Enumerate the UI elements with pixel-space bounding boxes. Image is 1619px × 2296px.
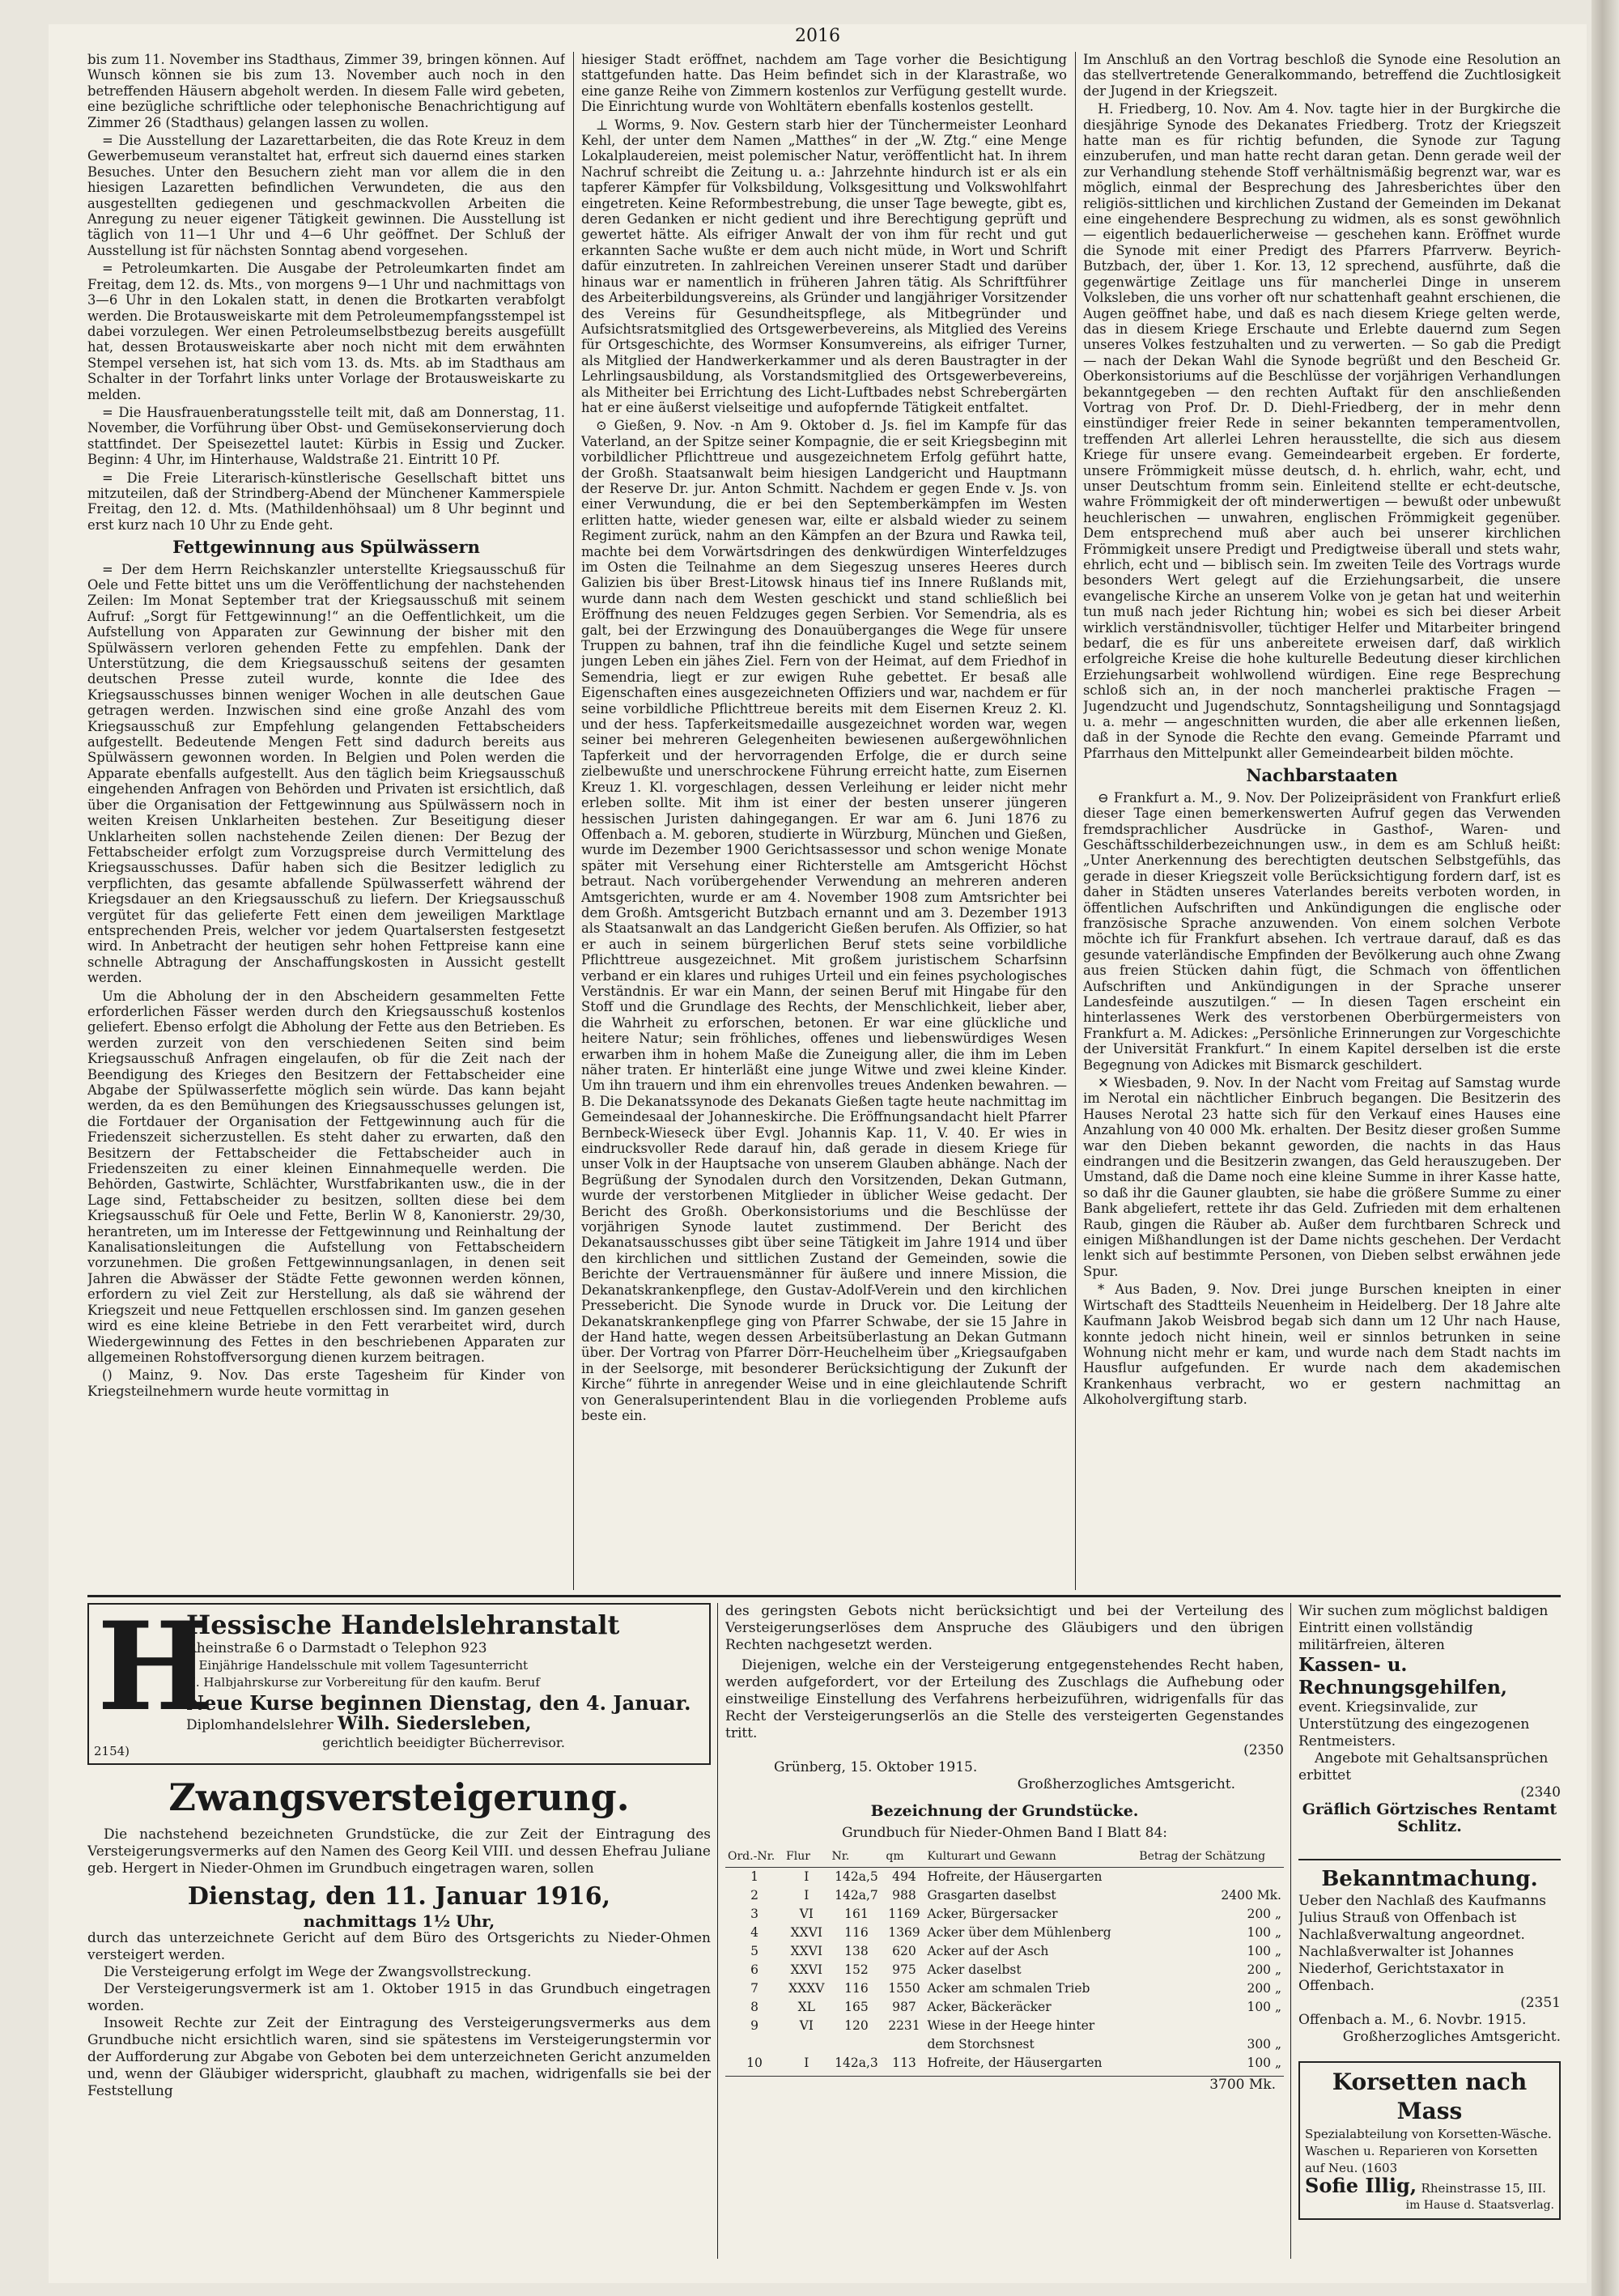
table-cell: 113 <box>892 2056 916 2070</box>
table-cell: I <box>804 1888 810 1903</box>
table-cell: 100 „ <box>1247 2000 1281 2014</box>
ads-column-divider <box>1290 1603 1291 2259</box>
table-cell: 200 „ <box>1247 1981 1281 1996</box>
table-row <box>725 1924 1284 1942</box>
column-2 <box>581 52 1067 1588</box>
page-number: 2016 <box>795 26 840 46</box>
section-heading-nachbarstaaten: Nachbarstaaten <box>1246 765 1398 786</box>
table-cell: Acker über dem Mühlenberg <box>927 1925 1111 1940</box>
table-cell: Wiese in der Heege hinter <box>927 2018 1095 2033</box>
ad-line1: I. Einjährige Handelsschule mit vollem Tagesunterricht <box>186 1658 529 1673</box>
table-cell: Hofreite, der Häusergarten <box>927 1869 1103 1884</box>
ad-zwang-table-title: Bezeichnung der Grundstücke. <box>870 1802 1139 1820</box>
table-cell: 494 <box>892 1869 916 1884</box>
ad-bekanntmachung <box>1298 1865 1561 2056</box>
table-row <box>725 1868 1284 1887</box>
ad-divider <box>1298 1859 1561 1860</box>
table-cell: 2231 <box>888 2018 920 2033</box>
table-cell: VI <box>799 2018 814 2033</box>
table-header: Flur <box>784 1847 829 1868</box>
table-cell: XXVI <box>790 1962 822 1977</box>
table-row <box>725 1961 1284 1979</box>
ads-divider <box>87 1595 1561 1597</box>
table-cell <box>830 2035 884 2054</box>
section-heading-fett: Fettgewinnung aus Spülwässern <box>172 537 480 558</box>
table-cell: Acker am schmalen Trieb <box>927 1981 1090 1996</box>
table-cell: 100 „ <box>1247 2056 1281 2070</box>
article-literarisch: = Die Freie Literarisch-künstlerische Gesellschaft bittet uns mitzuteilen, daß der Strindberg-Abend der Münchener Kammerspiele Freitag, den 12. d. Mts. (Mathildenhöhsaal) um 8 Uhr beginnt und erst kurz nach 10 Uhr zu Ende geht. <box>87 470 565 533</box>
table-cell: 2400 Mk. <box>1221 1888 1281 1903</box>
ad-school-name: Hessische Handelslehranstalt <box>186 1609 620 1640</box>
table-cell: 975 <box>892 1962 916 1977</box>
ad-korsett-name: Sofie Illig, <box>1305 2174 1417 2197</box>
ad-address: Rheinstraße 6 o Darmstadt o Telephon 923 <box>186 1640 487 1656</box>
article-giessen: ⊙ Gießen, 9. Nov. -n Am 9. Oktober d. Js. fiel im Kampfe für das Vaterland, an der Spitze seiner Kompagnie, die er seit Kriegsbeginn mit vorbildlicher Pflichttreue und ausgezeichnetem Erfolg geführt hatte, der Großh. Staatsanwalt beim hiesigen Landgericht und Hauptmann der Reserve Dr. jur. Anton Schmitt. Nachdem er gegen Ende v. Js. von einer Verwundung, die er bei den Septemberkämpfen im Westen erlitten hatte, wieder genesen war, eilte er alsbald wieder zu seinem Regiment zurück, nahm an den Kämpfen an der Bzura und Rawka teil, machte bei dem Vorwärtsdringen des denkwürdigen Winterfeldzuges im Osten die Teilnahme an dem Siegeszug unseres Heeres durch Galizien bis über Brest-Litowsk hinaus tief ins Innere Rußlands mit, wurde dann nach dem Westen geschickt und stand schließlich bei Eröffnung des neuen Feldzuges gegen Serbien. Vor Semendria, als es galt, bei der Erzwingung des Donauüberganges die Wege für unsere Truppen zu bahnen, traf ihn die feindliche Kugel und setzte seinem jungen Leben ein jähes Ziel. Fern von der Heimat, auf dem Friedhof in Semendria, liegt er zur ewigen Ruhe gebettet. Er besaß alle Eigenschaften eines ausgezeichneten Offiziers und war, nachdem er für seine vorbildliche Pflichttreue bereits mit dem Eisernen Kreuz 2. Kl. und der hess. Tapferkeitsmedaille ausgezeichnet worden war, wegen seiner bei mehreren Gelegenheiten bewiesenen außergewöhnlichen Tapferkeit und der hervorragenden Erfolge, die er durch seine zielbewußte und unerschrockene Führung erreicht hatte, zum Eisernen Kreuz 1. Kl. vorgeschlagen, dessen Verleihung er leider nicht mehr erleben sollte. Mit ihm ist einer der besten unserer jüngeren hessischen Juristen dahingegangen. Er war am 6. Juni 1876 zu Offenbach a. M. geboren, studierte in Würzburg, München und Gießen, wurde im Dezember 1900 Gerichtsassessor und schon wenige Monate später mit Versehung einer Richterstelle am Amtsgericht Höchst betraut. Nach vorübergehender Verwendung an mehreren anderen Amtsgerichten, wurde er am 4. November 1908 zum Amtsrichter bei dem Großh. Amtsgericht Butzbach ernannt und am 3. Dezember 1913 als Staatsanwalt an das Landgericht Gießen berufen. Als Offizier, so hat er auch in seinem bürgerlichen Beruf stets seine vorbildliche Pflichttreue ausgezeichnet. Mit großem juristischem Scharfsinn verband er ein klares und ruhiges Urteil und ein feines psychologisches Verständnis. Er war ein Mann, der seinen Beruf mit Hingabe für den Stoff und die Grundlage des Rechts, der Menschlichkeit, lieber aber, die Wahrheit zu erforschen, betonen. Er war eine glückliche und heitere Natur; sein fröhliches, offenes und liebenswürdiges Wesen erwarben ihm in hohem Maße die Zuneigung aller, die ihm im Leben näher traten. Er hinterläßt eine junge Witwe und zwei kleine Kinder. Um ihn trauern und ihm ein ehrenvolles treues Andenken bewahren. — B. Die Dekanatssynode des Dekanats Gießen tagte heute nachmittag im Gemeindesaal der Johanneskirche. Die Eröffnungsandacht hielt Pfarrer Bernbeck-Wieseck über Evgl. Johannis Kap. 11, V. 40. Er wies in eindrucksvoller Rede darauf hin, daß gerade in diesem Kriege für unser Volk in der Hauptsache von unserem Glauben abhänge. Nach der Begrüßung der Synodalen durch den Vorsitzenden, Dekan Gutmann, wurde der verstorbenen Mitglieder in üblicher Weise gedacht. Der Bericht des Großh. Oberkonsistoriums und die Beschlüsse der vorjährigen Synode lautet zustimmend. Der Bericht des Dekanatsausschusses gibt über seine Tätigkeit im Jahre 1914 und über den kirchlichen und sittlichen Zustand der Gemeinden, sowie die Berichte der Vertrauensmänner für äußere und innere Mission, die Dekanatskrankenpflege, den Gustav-Adolf-Verein und den kirchlichen Pressebericht. Die Synode wurde in Druck vor. Die Leitung der Dekanatskrankenpflege ging von Pfarrer Schwabe, der sie 15 Jahre in der Hand hatte, wegen dessen Arbeitsüberlastung an Dekan Gutmann über. Der Vortrag von Pfarrer Dörr-Heuchelheim über „Kriegsaufgaben in der Seelsorge, mit besonderer Berücksichtigung der Zukunft der Kirche“ führte in anregender Weise und in eine gleichlautende Schrift von Generalsuperintendent Blau in die vorliegenden Probleme aufs beste ein. <box>581 418 1067 1423</box>
ad-kassen-intro: Wir suchen zum möglichst baldigen Eintritt einen vollständig militärfreien, älteren <box>1298 1603 1549 1653</box>
ad-kurse: Neue Kurse beginnen Dienstag, den 4. Januar. <box>186 1691 691 1715</box>
table-cell: 1369 <box>888 1925 920 1940</box>
ad-kassen-title: Kassen- u. Rechnungsgehilfen, <box>1298 1654 1507 1699</box>
ad-bekannt-code: (2351 <box>1520 1995 1561 2011</box>
ad-zwang-time: nachmittags 1½ Uhr, <box>303 1911 495 1931</box>
article-text: bis zum 11. November ins Stadthaus, Zimmer 39, bringen können. Auf Wunsch können sie bis zum 13. November auch noch in den betreffenden Häusern abgeholt werden. In diesem Falle wird gebeten, eine bezügliche schriftliche oder telephonische Benachrichtigung auf Zimmer 26 (Stadthaus) gelangen lassen zu wollen. <box>87 52 565 130</box>
article-wiesbaden: ✕ Wiesbaden, 9. Nov. In der Nacht vom Freitag auf Samstag wurde im Nerotal ein nächtlicher Einbruch begangen. Die Besitzerin des Hauses Nerotal 23 hatte sich für den Verkauf eines Hauses eine Anzahlung von 40 000 Mk. erhalten. Der Besitz dieser großen Summe war den Dieben bekannt geworden, die nachts in das Haus eindrangen und die Besitzerin zwangen, das Geld herauszugeben. Der Umstand, daß die Dame noch eine kleine Summe in ihrer Kasse hatte, so daß ihr die Gauner glaubten, sie habe die größere Summe zu einer Bank abgeliefert, rettete ihr das Geld. Zufrieden mit dem erhaltenen Raub, gingen die Räuber ab. Außer dem furchtbaren Schreck und einigen Mißhandlungen ist der Dame nichts geschehen. Der Verdacht lenkt sich auf bestimmte Personen, von Dieben selbst erwähnen jede Spur. <box>1083 1075 1561 1279</box>
ad-handelslehranstalt <box>87 1603 711 1765</box>
table-cell: 1550 <box>888 1981 920 1996</box>
table-cell: 142a,7 <box>835 1888 878 1903</box>
article-baden: * Aus Baden, 9. Nov. Drei junge Burschen kneipten in einer Wirtschaft des Stadtteils Neuenheim in Heidelberg. Der 18 Jahre alte Kaufmann Jakob Weisbrod begab sich dann um 12 Uhr nach Hause, konnte jedoch nicht hinein, weil er sinnlos betrunken in seine Wohnung nicht mehr er kam, und wurde nach dem Stadt nachts im Hausflur aufgefunden. Er wurde nach dem akademischen Krankenhaus verbracht, wo er gestern nachmittag an Alkoholvergiftung starb. <box>1083 1282 1561 1408</box>
table-cell: 7 <box>750 1981 759 1996</box>
table-cell: 200 „ <box>1247 1907 1281 1921</box>
ad-kassen-code: (2340 <box>1520 1784 1561 1801</box>
article-text: Im Anschluß an den Vortrag beschloß die Synode eine Resolution an das stellvertretende Generalkommando, betreffend die Zuchtlosigkeit der Jugend in der Kriegszeit. <box>1083 52 1561 99</box>
table-header: qm <box>883 1847 924 1868</box>
ad-zwang-p5: Insoweit Rechte zur Zeit der Eintragung des Versteigerungsvermerks aus dem Grundbuche nicht ersichtlich waren, sind sie spätestens im Versteigerungstermin vor der Aufforderung zur Abgabe von Geboten bei dem unterzeichneten Gericht anzumelden und, wenn der Gläubiger widerspricht, glaubhaft zu machen, widrigenfalls sie bei der Feststellung <box>87 2015 711 2099</box>
ad-revisor: gerichtlich beeidigter Bücherrevisor. <box>322 1735 565 1750</box>
ad-zwang-p3: Die Versteigerung erfolgt im Wege der Zwangsvollstreckung. <box>104 1964 532 1980</box>
table-header: Nr. <box>830 1847 884 1868</box>
table-cell: 142a,3 <box>835 2056 878 2070</box>
ad-code: 2154) <box>94 1744 130 1758</box>
ad-zwang-p1: Die nachstehend bezeichneten Grundstücke, die zur Zeit der Eintragung des Versteigerungsvermerks auf den Namen des Georg Keil VIII. und dessen Ehefrau Juliane geb. Hergert in Nieder-Ohmen im Grundbuch eingetragen waren, sollen <box>87 1826 711 1877</box>
ad-bekannt-court: Großherzogliches Amtsgericht. <box>1342 2029 1561 2045</box>
ad-korsett-address: Rheinstrasse 15, III. <box>1421 2181 1546 2196</box>
ad-line2: II. Halbjahrskurse zur Vorbereitung für den kaufm. Beruf <box>186 1675 540 1690</box>
table-cell: Hofreite, der Häusergarten <box>927 2056 1103 2070</box>
ad-zwang-code: (2350 <box>1243 1742 1284 1758</box>
article-fett-2: Um die Abholung der in den Abscheidern gesammelten Fette erforderlichen Fässer werden durch den Kriegsausschuß kostenlos geliefert. Ebenso erfolgt die Abholung der Fette aus den Betrieben. Es werden zurzeit von den verschiedenen Seiten sind beim Kriegsausschuß Anfragen eingelaufen, ob für die Zeit nach der Beendigung des Krieges den Besitzern der Fettabscheider eine Abgabe der Spülwasserfette möglich sein würde. Das kann bejaht werden, da es den Bemühungen des Kriegsausschusses gelungen ist, die Fortdauer der Organisation der Fettgewinnung auch für die Friedenszeit sicherzustellen. Es steht daher zu erwarten, daß den Besitzern der Fettabscheider die Fettabscheider auch in Friedenszeiten zu einer kleinen Einnahmequelle werden. Die Behörden, Gastwirte, Schlächter, Wurstfabrikanten usw., die in der Lage sind, Fettabscheider zu besitzen, sollten diese bei dem Kriegsausschuß für Oele und Fette, Berlin W 8, Kanonierstr. 29/30, herantreten, um im Interesse der Fettgewinnung und Reinhaltung der Kanalisationsleitungen die Aufstellung von Fettabscheidern vorzunehmen. Die großen Fettgewinnungsanlagen, in denen seit Jahren die Abwässer der Städte Fette gewonnen werden können, erfordern zu viel Zeit zur Herstellung, als daß sie während der Kriegszeit und neue Fettquellen erschlossen sind. Im ganzen gesehen wird es eine kleine Betriebe in den Fett verarbeitet wird, durch Wiedergewinnung des Fettes in den beschriebenen Apparaten zur allgemeinen Rohstoffversorgung dienen kurzem beitragen. <box>87 988 565 1365</box>
ad-korsett-address2: im Hause d. Staatsverlag. <box>1405 2199 1554 2212</box>
ad-kassen <box>1298 1603 1561 1854</box>
ad-bekannt-text: Ueber den Nachlaß des Kaufmanns Julius Strauß von Offenbach ist Nachlaßverwaltung angeordnet. Nachlaßverwalter ist Johannes Niederhof, Gerichtstaxator in Offenbach. <box>1298 1893 1546 1994</box>
table-cell: 5 <box>750 1944 759 1958</box>
ad-zwang-continued <box>725 1603 1284 2259</box>
table-cell: Acker auf der Asch <box>927 1944 1049 1958</box>
table-cell: 1169 <box>888 1907 920 1921</box>
ad-zwang-place-date: Grünberg, 15. Oktober 1915. <box>774 1759 978 1775</box>
ad-kassen-angebote: Angebote mit Gehaltsansprüchen erbittet <box>1298 1750 1549 1784</box>
article-fett-1: = Der dem Herrn Reichskanzler unterstellte Kriegsausschuß für Oele und Fette bittet uns um die Veröffentlichung der nachstehenden Zeilen: Im Monat September trat der Kriegsausschuß mit seinem Aufruf: „Sorgt für Fettgewinnung!“ an die Oeffentlichkeit, um die Aufstellung von Apparaten zur Gewinnung der bisher mit den Spülwässern verloren gehenden Fette zu empfehlen. Dank der Unterstützung, die dem Kriegsausschuß seitens der gesamten deutschen Presse zuteil wurde, konnte die Idee des Kriegsausschusses binnen weniger Wochen in alle deutschen Gaue getragen werden. Inzwischen sind eine große Anzahl des vom Kriegsausschuß zur Empfehlung gelangenden Fettabscheiders aufgestellt. Bedeutende Mengen Fett sind dadurch bereits aus Spülwässern gewonnen worden. In Belgien und Polen werden die Apparate ebenfalls aufgestellt. Aus den täglich beim Kriegsausschuß eingehenden Anfragen von Behörden und Privaten ist ersichtlich, daß über die Organisation der Fettgewinnung aus Spülwässern noch in weiten Kreisen Unklarheiten bestehen. Zur Beseitigung dieser Unklarheiten sollen nachstehende Zeilen dienen: Der Bezug der Fettabscheider erfolgt zum Vorzugspreise durch Vermittelung des Kriegsausschusses. Dafür haben sich die Besitzer lediglich zu verpflichten, das gesamte abfallende Spülwasserfett während der Kriegsdauer an den Kriegsausschuß zu liefern. Der Kriegsausschuß vergütet für das gelieferte Fett einen dem jeweiligen Marktlage entsprechenden Preis, welcher vor jedem Quartalsersten festgesetzt wird. In Anbetracht der heutigen sehr hohen Fettpreise kann eine schnelle Abtragung der Anschaffungskosten in Aussicht gestellt werden. <box>87 561 565 986</box>
column-1 <box>87 52 565 1588</box>
ad-zwang-total: 3700 Mk. <box>725 2076 1284 2094</box>
table-cell: 116 <box>844 1981 869 1996</box>
grundstuecke-table <box>725 1847 1284 2073</box>
ad-kassen-org: Gräflich Görtzisches Rentamt Schlitz. <box>1302 1801 1557 1835</box>
newspaper-page <box>49 24 1587 2283</box>
ad-director: Wilh. Siedersleben, <box>338 1713 532 1734</box>
table-cell: Acker, Bäckeräcker <box>927 2000 1052 2014</box>
table-cell: 3 <box>750 1907 759 1921</box>
table-cell: 200 „ <box>1247 1962 1281 1977</box>
table-row <box>725 1886 1284 1905</box>
table-cell: 10 <box>746 2056 763 2070</box>
ads-column-divider <box>717 1603 718 2259</box>
table-cell: 100 „ <box>1247 1925 1281 1940</box>
ad-bekannt-date: Offenbach a. M., 6. Novbr. 1915. <box>1298 2012 1527 2028</box>
article-mainz: () Mainz, 9. Nov. Das erste Tagesheim für Kinder von Kriegsteilnehmern wurde heute vormittag in <box>87 1367 565 1399</box>
table-row <box>725 1905 1284 1924</box>
ad-bekannt-title: Bekanntmachung. <box>1321 1867 1538 1891</box>
table-cell: 4 <box>750 1925 759 1940</box>
table-cell: 2 <box>750 1888 759 1903</box>
ad-zwang-table-sub: Grundbuch für Nieder-Ohmen Band I Blatt 84: <box>841 1825 1168 1841</box>
table-cell <box>725 2035 784 2054</box>
table-cell: 161 <box>844 1907 869 1921</box>
ad-zwang-date: Dienstag, den 11. Januar 1916, <box>187 1882 611 1911</box>
ad-korsetten <box>1298 2061 1561 2220</box>
table-cell: 152 <box>844 1962 869 1977</box>
article-hausfrauen: = Die Hausfrauenberatungsstelle teilt mit, daß am Donnerstag, 11. November, die Vorführung über Obst- und Gemüsekonservierung doch stattfindet. Der Speisezettel lautet: Kürbis in Essig und Zucker. Beginn: 4 Uhr, im Hinterhause, Waldstraße 21. Eintritt 10 Pf. <box>87 404 565 468</box>
table-header-row <box>725 1847 1284 1868</box>
article-friedberg: H. Friedberg, 10. Nov. Am 4. Nov. tagte hier in der Burgkirche die diesjährige Synode des Dekanates Friedberg. Trotz der Kriegszeit hatte man es für richtig befunden, die Synode zur Tagung einzuberufen, und man hatte recht daran getan. Denn gerade weil der zur Verhandlung stehende Stoff verhältnismäßig begrenzt war, war es möglich, einmal der Besprechung des Jahresberichtes über den religiös-sittlichen und kirchlichen Zustand der Gemeinden im Dekanat eine eingehendere Besprechung zu widmen, als es sonst gewöhnlich — eigentlich bedauerlicherweise — geschehen kann. Eröffnet wurde die Synode mit einer Predigt des Pfarrers Pfarrverw. Beyrich-Butzbach, der, über 1. Kor. 13, 12 sprechend, ausführte, daß die gegenwärtige Zeitlage uns für mancherlei Dinge in unserem Volksleben, die uns vorher oft nur schattenhaft geahnt erschienen, die Augen geöffnet habe, und daß es nach diesem Kriege gelten werde, das in diesem Kriege Erschaute und Erlebte dauernd zum Segen unseres Volkes festzuhalten und zu verwerten. — So gab die Predigt — nach der Dekan Wahl die Synode begrüßt und den Bescheid Gr. Oberkonsistoriums auf die Beschlüsse der vorjährigen Verhandlungen bekanntgegeben — den rechten Auftakt für den anschließenden Vortrag von Prof. Dr. D. Diehl-Friedberg, der in mehr denn einstündiger freier Rede in seiner bekannten temperamentvollen, treffenden Art allerlei Lehren herausstellte, die sich aus diesem Kriege für unsere evang. Gemeindearbeit ergeben. Er forderte, unsere Frömmigkeit müsse deutsch, d. h. ehrlich, wahr, echt, und unser Deutschtum fromm sein. Einleitend stellte er echt-deutsche, wahre Frömmigkeit der oft minderwertigen — bewußt oder unbewußt heuchlerischen — unwahren, englischen Frömmigkeit gegenüber. Dem entsprechend muß aber auch bei unserer kirchlichen Frömmigkeit unsere Predigt und Predigtweise überall und stets wahr, ehrlich, echt und — biblisch sein. Im zweiten Teile des Vortrags wurde besonders Wert gelegt auf die Erziehungsarbeit, die unsere evangelische Kirche an unserem Volke von je getan hat und weiterhin tun muß nach jeder Richtung hin; wobei es sich bei dieser Arbeit wirklich verständnisvoller, tüchtiger Helfer und Mitarbeiter bringend bedarf, die es für uns anbereitete erweisen darf, daß wirklich erfolgreiche Kreise die hohe kulturelle Bedeutung dieser kirchlichen Erziehungsarbeit wohlwollend würdigen. Eine rege Besprechung schloß sich an, in der noch mancherlei praktische Fragen — Jugendzucht und Jugendschutz, Sonntagsheiligung und Sonntagsjagd u. a. mehr — angeschnitten wurden, die aber alle erkennen ließen, daß in der Synode die Rechte den evang. Gemeinde Pfarramt und Pfarrhaus den Mittelpunkt aller Gemeindearbeit bilden möchte. <box>1083 101 1561 761</box>
table-header: Ord.-Nr. <box>725 1847 784 1868</box>
table-cell: 142a,5 <box>835 1869 878 1884</box>
table-row <box>725 2035 1284 2054</box>
table-cell: Acker, Bürgersacker <box>927 1907 1058 1921</box>
table-cell: XXVI <box>790 1944 822 1958</box>
ad-korsett-text: Spezialabteilung von Korsetten-Wäsche. Waschen u. Reparieren von Korsetten auf Neu. (1603 <box>1305 2127 1552 2175</box>
ad-zwang-p4: Der Versteigerungsvermerk ist am 1. Oktober 1915 in das Grundbuch eingetragen worden. <box>87 1981 711 2014</box>
table-cell: 9 <box>750 2018 759 2033</box>
ad-director-pre: Diplomhandelslehrer <box>186 1717 334 1733</box>
table-cell: I <box>804 2056 810 2070</box>
table-cell: Acker daselbst <box>927 1962 1022 1977</box>
table-cell: 620 <box>892 1944 916 1958</box>
ad-zwang-title: Zwangsversteigerung. <box>168 1775 630 1819</box>
ad-zwang-court: Großherzogliches Amtsgericht. <box>1017 1776 1235 1792</box>
ad-initial: H <box>97 1603 212 1738</box>
ad-zwangsversteigerung <box>87 1773 711 2259</box>
table-row <box>725 1998 1284 2017</box>
table-cell: 138 <box>844 1944 869 1958</box>
column-divider <box>573 52 574 1590</box>
ad-zwang-p6: des geringsten Gebots nicht berücksichtigt und bei der Verteilung des Versteigerungserlöses dem Anspruche des Gläubigers und den übrigen Rechten nachgesetzt werden. <box>725 1603 1284 1653</box>
table-row <box>725 2017 1284 2035</box>
ad-zwang-p7: Diejenigen, welche ein der Versteigerung entgegenstehendes Recht haben, werden aufgefordert, vor der Erteilung des Zuschlags die Aufhebung oder einstweilige Einstellung des Verfahrens herbeizuführen, widrigenfalls für das Recht der Versteigerungserlös an die Stelle des versteigerten Gegenstandes tritt. <box>725 1657 1284 1741</box>
table-cell: XL <box>797 2000 815 2014</box>
table-cell: 987 <box>892 2000 916 2014</box>
table-cell <box>1137 2017 1284 2035</box>
ad-kassen-desc: event. Kriegsinvalide, zur Unterstützung des eingezogenen Rentmeisters. <box>1298 1699 1530 1750</box>
column-3 <box>1083 52 1561 1588</box>
table-header: Kulturart und Gewann <box>924 1847 1137 1868</box>
table-cell: 988 <box>892 1888 916 1903</box>
table-cell: dem Storchsnest <box>927 2037 1035 2052</box>
table-cell: 6 <box>750 1962 759 1977</box>
table-cell: XXXV <box>788 1981 825 1996</box>
article-frankfurt: ⊖ Frankfurt a. M., 9. Nov. Der Polizeipräsident von Frankfurt erließ dieser Tage einen bemerkenswerten Aufruf gegen das Verwenden fremdsprachlicher Ausdrücke in Gasthof-, Waren- und Geschäftsschilderbezeichnungen usw., in dem es am Schluß heißt: „Unter Anerkennung des berechtigten deutschen Selbstgefühls, das gerade in dieser Kriegszeit volle Berücksichtigung fordern darf, ist es daher in Städten unseres Vaterlandes bereits verboten worden, in öffentlichen Aufschriften und Ankündigungen die englische oder französische Sprache anzuwenden. Von einem solchen Verbote möchte ich für Frankfurt absehen. Ich vertraue darauf, daß es das gesunde vaterländische Empfinden der Bevölkerung auch ohne Zwang aus freien Stücken dahin fügt, die Schmach von öffentlichen Aufschriften und Ankündigungen in der Sprache unserer Landesfeinde auszutilgen.“ — In diesen Tagen erscheint ein hinterlassenes Werk des verstorbenen Oberbürgermeisters von Frankfurt a. M. Adickes: „Persönliche Erinnerungen zur Vorgeschichte der Universität Frankfurt.“ In einem Kapitel derselben ist die erste Begegnung von Adickes mit Bismarck geschildert. <box>1083 789 1561 1073</box>
table-cell: VI <box>799 1907 814 1921</box>
article-petroleum: = Petroleumkarten. Die Ausgabe der Petroleumkarten findet am Freitag, dem 12. ds. Mts., von morgens 9—1 Uhr und nachmittags von 3—6 Uhr in den Lokalen statt, in denen die Brotkarten verabfolgt werden. Die Brotausweiskarte mit dem Petroleumempfangsstempel ist dabei vorzulegen. Wer einen Petroleumselbstbezug bereits ausgefüllt hat, dessen Brotausweiskarte aber noch nicht mit dem erwähnten Stempel versehen ist, hat sich vom 13. ds. Mts. ab im Stadthaus am Schalter in der Torfahrt links unter Vorlage der Brotausweiskarte zu melden. <box>87 261 565 402</box>
table-cell <box>1137 1868 1284 1887</box>
column-divider <box>1075 52 1076 1590</box>
table-cell <box>784 2035 829 2054</box>
table-row <box>725 1979 1284 1998</box>
table-header: Betrag der Schätzung <box>1137 1847 1284 1868</box>
ad-korsett-title: Korsetten nach Mass <box>1332 2069 1528 2124</box>
ads-right-column <box>1298 1603 1561 2259</box>
ad-zwang-p2: durch das unterzeichnete Gericht auf dem Büro des Ortsgerichts zu Nieder-Ohmen versteigert werden. <box>87 1930 711 1963</box>
binding-fold <box>1591 0 1619 2296</box>
table-cell: 300 „ <box>1247 2037 1281 2052</box>
table-cell: 1 <box>750 1869 759 1884</box>
table-cell: XXVI <box>790 1925 822 1940</box>
table-cell: 100 „ <box>1247 1944 1281 1958</box>
article-lazarett: = Die Ausstellung der Lazarettarbeiten, die das Rote Kreuz in dem Gewerbemuseum veranstaltet hat, erfreut sich dauernd eines starken Besuches. Unter den Besuchern zieht man vor allem die in den hiesigen Lazaretten befindlichen Verwundeten, die aus den ausgestellten gediegenen und geschmackvollen Arbeiten die Anregung zu neuer eigener Tätigkeit gewinnen. Die Ausstellung ist täglich von 11—1 Uhr und 4—6 Uhr geöffnet. Der Schluß der Ausstellung ist für nächsten Sonntag abend vorgesehen. <box>87 133 565 258</box>
table-cell: 8 <box>750 2000 759 2014</box>
table-cell: 116 <box>844 1925 869 1940</box>
table-row <box>725 1942 1284 1961</box>
article-text: hiesiger Stadt eröffnet, nachdem am Tage vorher die Besichtigung stattgefunden hatte. Das Heim befindet sich in der Klarastraße, wo eine ganze Reihe von Zimmern kostenlos zur Verfügung gestellt wurde. Die Einrichtung wurde von Wohltätern ebenfalls kostenlos gestellt. <box>581 52 1067 115</box>
article-worms: ⊥ Worms, 9. Nov. Gestern starb hier der Tünchermeister Leonhard Kehl, der unter dem Namen „Matthes“ in der „W. Ztg.“ eine Menge Lokalplaudereien, meist polemischer Natur, veröffentlicht hat. In ihrem Nachruf schreibt die Zeitung u. a.: Jahrzehnte hindurch ist er als ein tapferer Kämpfer für Volksbildung, Volksgesittung und Volkswohlfahrt eingetreten. Keine Reformbestrebung, die unser Tage bewegte, gibt es, deren Gedanken er nicht gedient und ihre Berechtigung geprüft und gewertet hätte. Als eifriger Anwalt der von ihm für recht und gut erkannten Sache wußte er dem auch nicht müde, in Wort und Schrift dafür einzutreten. In zahlreichen Vereinen unserer Stadt und darüber hinaus war er namentlich in früheren Jahren tätig. Als Schriftführer des Arbeiterbildungsvereins, als Gründer und langjähriger Vorsitzender des Vereins für Gesundheitspflege, als Mitbegründer und Aufsichtsratsmitglied des Ortsgewerbevereins, als Mitglied des Vereins für Ortsgeschichte, des Wormser Konsumvereins, als eifriger Turner, als Mitglied der Handwerkerkammer und als deren Baustragter in der Lehrlingsausbildung, als Vorstandsmitglied des Ortsgewerbevereins, als Mitheiter bei Errichtung des Licht-Luftbades nebst Schrebergärten hat er eine äußerst vielseitige und aufopfernde Tätigkeit entfaltet. <box>581 117 1067 415</box>
table-cell: 120 <box>844 2018 869 2033</box>
table-cell: Grasgarten daselbst <box>927 1888 1056 1903</box>
table-cell: I <box>804 1869 810 1884</box>
table-cell: 165 <box>844 2000 869 2014</box>
table-cell <box>883 2035 924 2054</box>
table-row <box>725 2054 1284 2073</box>
